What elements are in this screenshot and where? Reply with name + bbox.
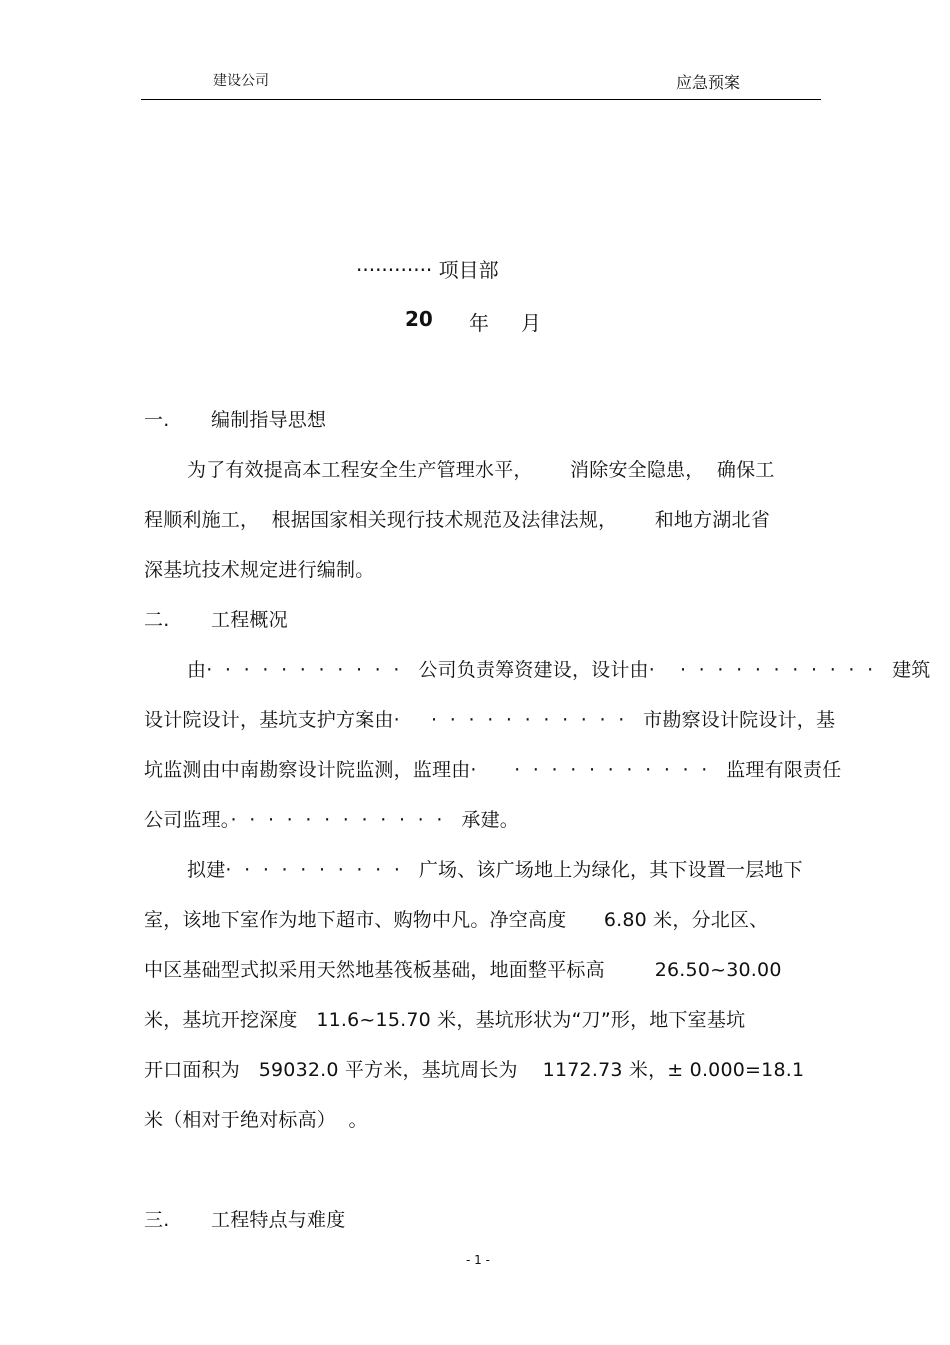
section-1-line-2: 程顺利施工， 根据国家相关现行技术规范及法律法规， 和地方湖北省	[144, 509, 770, 531]
month-char: 月	[521, 311, 541, 335]
section-2-p2-line-2: 室，该地下室作为地下超市、购物中凡。净空高度 6.80 米，分北区、	[144, 909, 769, 931]
section-2-title: 工程概况	[211, 609, 288, 631]
page-number: - 1 -	[466, 1253, 490, 1267]
section-2-p2-line-4: 米，基坑开挖深度 11.6~15.70 米，基坑形状为“刀”形，地下室基坑	[144, 1009, 746, 1031]
section-1-line-1: 为了有效提高本工程安全生产管理水平， 消除安全隐患， 确保工	[187, 459, 775, 481]
section-2-p2-line-3: 中区基础型式拟采用天然地基筏板基础，地面整平标高 26.50~30.00	[144, 959, 782, 981]
year-number: 20	[405, 307, 433, 331]
header-divider	[141, 99, 821, 100]
section-2-number: 二.	[144, 609, 170, 631]
year-char: 年	[469, 311, 489, 335]
header-doc-type: 应急预案	[676, 73, 741, 92]
section-2-p1-line-1: 由· · · · · · · · · · · 公司负责筹资建设，设计由· · · · · · · · · · · · 建筑	[187, 659, 931, 681]
section-2-p2-line-6: 米（相对于绝对标高） 。	[144, 1109, 368, 1131]
section-2-p1-line-4: 公司监理。· · · · · · · · · · · · 承建。	[144, 809, 519, 831]
section-1-number: 一.	[144, 409, 170, 431]
section-2-p1-line-3: 坑监测由中南勘察设计院监测，监理由· · · · · · · · · · · · 监理有限责任	[144, 759, 842, 781]
project-title: ············ 项目部	[356, 258, 499, 282]
section-2-p2-line-1: 拟建· · · · · · · · · · 广场、该广场地上为绿化，其下设置一层地下	[187, 859, 803, 881]
section-2-p2-line-5: 开口面积为 59032.0 平方米，基坑周长为 1172.73 米，± 0.000=18.1	[144, 1059, 805, 1081]
section-1-line-3: 深基坑技术规定进行编制。	[144, 559, 375, 581]
header-company: 建设公司	[213, 73, 269, 89]
section-1-title: 编制指导思想	[211, 409, 327, 431]
section-3-title: 工程特点与难度	[211, 1209, 346, 1231]
section-3-number: 三.	[144, 1209, 170, 1231]
section-2-p1-line-2: 设计院设计，基坑支护方案由· · · · · · · · · · · · 市勘察设计院设计，基	[144, 709, 836, 731]
